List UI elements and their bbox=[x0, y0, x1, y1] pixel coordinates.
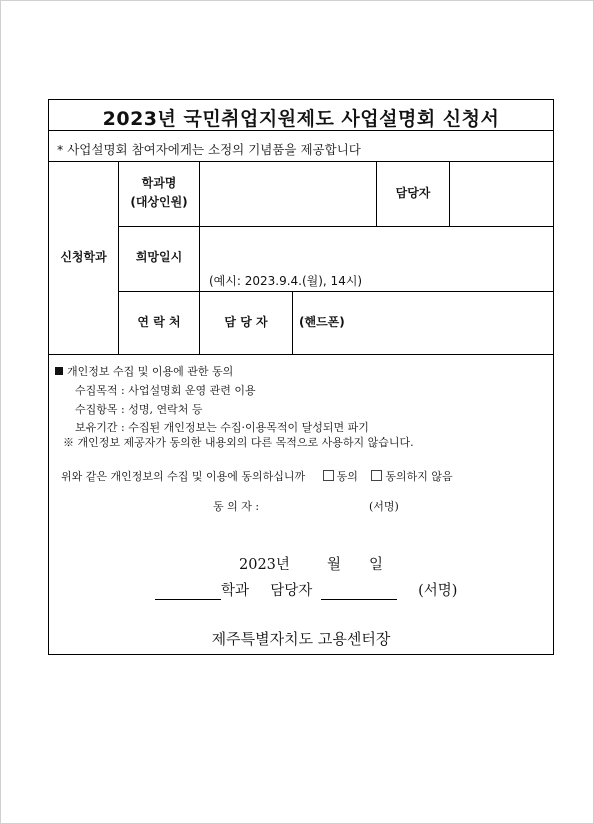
application-form bbox=[48, 99, 554, 655]
privacy-heading: 개인정보 수집 및 이용에 관한 동의 bbox=[55, 363, 233, 379]
table-top-line bbox=[49, 161, 553, 162]
issuer: 제주특별자치도 고용센터장 bbox=[211, 630, 391, 648]
manager-label: 담당자 bbox=[395, 186, 431, 200]
desired-date-example: (예시: 2023.9.4.(월), 14시) bbox=[209, 274, 363, 288]
consent-question: 위와 같은 개인정보의 수집 및 이용에 동의하십니까 bbox=[61, 470, 306, 483]
consenter-label: 동 의 자 : bbox=[213, 500, 260, 513]
applicant-dept-label: 신청학과 bbox=[60, 250, 107, 264]
row2-bottom-line bbox=[118, 291, 553, 292]
privacy-items: 수집항목 : 성명, 연락처 등 bbox=[75, 403, 203, 416]
date-day: 일 bbox=[369, 557, 384, 573]
date-month: 월 bbox=[327, 557, 342, 573]
title-divider bbox=[49, 130, 553, 131]
phone-label: (핸드폰) bbox=[299, 315, 345, 329]
privacy-note: ※ 개인정보 제공자가 동의한 내용외의 다른 목적으로 사용하지 않습니다. bbox=[63, 436, 414, 449]
manager-text: 담당자 bbox=[270, 583, 313, 599]
contact-label: 연 락 처 bbox=[137, 315, 181, 329]
agree-checkbox[interactable] bbox=[323, 470, 334, 481]
gift-notice: * 사업설명회 참여자에게는 소정의 기념품을 제공합니다 bbox=[57, 142, 361, 157]
dept-suffix: 학과 bbox=[221, 583, 250, 599]
disagree-checkbox[interactable] bbox=[371, 470, 382, 481]
agree-label: 동의 bbox=[336, 470, 358, 483]
consent-question-row bbox=[61, 468, 453, 484]
date-year: 2023년 bbox=[239, 557, 290, 573]
manager-value-line bbox=[449, 161, 450, 226]
signature-line-row bbox=[155, 579, 457, 600]
disagree-label: 동의하지 않음 bbox=[385, 470, 453, 483]
form-title: 2023년 국민취업지원제도 사업설명회 신청서 bbox=[102, 108, 500, 130]
desired-date-label: 희망일시 bbox=[135, 250, 183, 264]
privacy-retention: 보유기간 : 수집된 개인정보는 수집·이용목적이 달성되면 파기 bbox=[75, 421, 369, 434]
manager-blank[interactable] bbox=[321, 585, 397, 600]
black-square-icon bbox=[55, 367, 63, 375]
row1-bottom-line bbox=[118, 226, 553, 227]
dept-blank[interactable] bbox=[155, 585, 221, 600]
contact-col-line bbox=[292, 291, 293, 354]
consenter-sign-label: (서명) bbox=[369, 500, 399, 513]
privacy-purpose: 수집목적 : 사업설명회 운영 관련 이용 bbox=[75, 384, 256, 397]
dept-name-label: 학과명 (대상인원) bbox=[130, 176, 188, 209]
contact-manager-label: 담 당 자 bbox=[224, 315, 268, 329]
footer-sign: (서명) bbox=[418, 583, 458, 599]
table-bottom-line bbox=[49, 354, 553, 355]
